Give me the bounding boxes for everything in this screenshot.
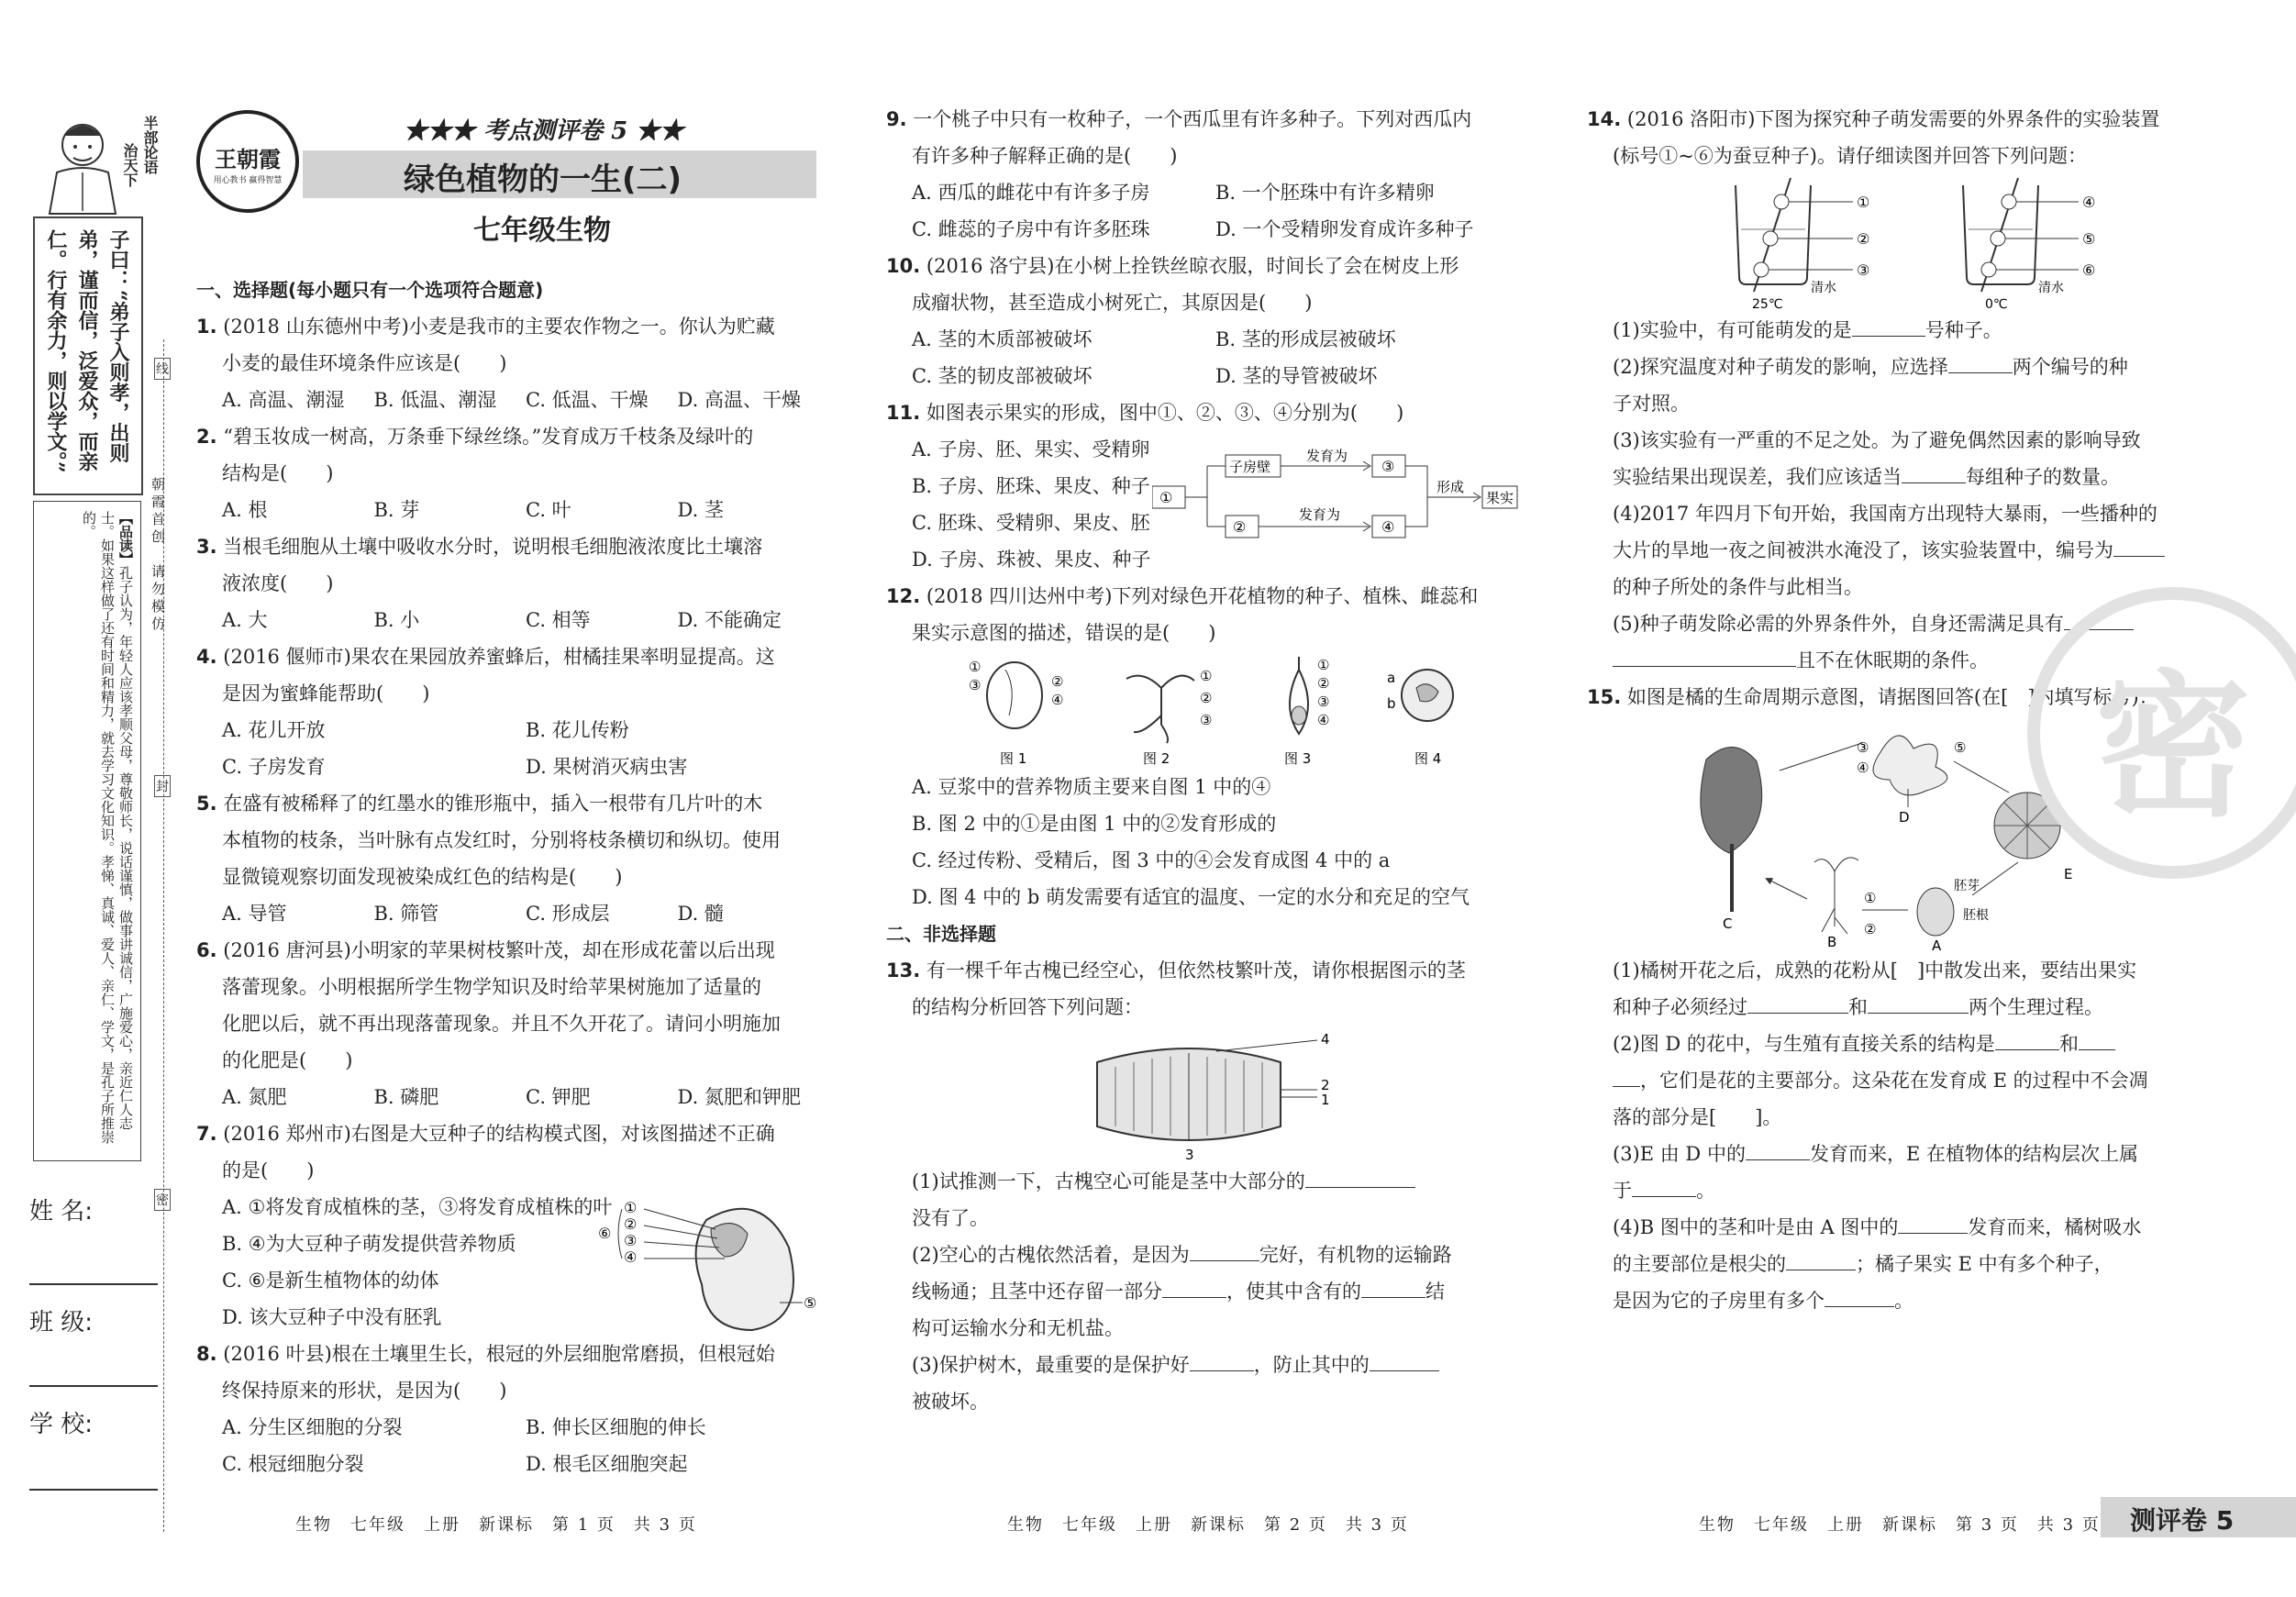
option[interactable]: D. 茎 — [677, 499, 724, 521]
option[interactable]: B. 筛管 — [373, 903, 439, 925]
svg-text:清水: 清水 — [2038, 281, 2064, 295]
caption-fig1: 图 1 — [1000, 750, 1027, 767]
binding-mark-2: 封 — [154, 775, 171, 797]
soybean-seed-figure — [596, 1192, 826, 1339]
reading-text — [80, 511, 135, 1153]
answer-blank[interactable] — [2079, 1029, 2115, 1050]
option[interactable]: D. 子房、珠被、果皮、种子 — [912, 549, 1151, 571]
option[interactable]: C. 相等 — [526, 609, 591, 631]
banner-bottom: 治天下 — [121, 143, 139, 187]
brand-logo — [196, 110, 299, 213]
svg-text:①: ① — [1317, 657, 1330, 673]
node-2: ② — [1233, 518, 1247, 536]
answer-blank[interactable] — [1948, 352, 2013, 373]
answer-blank[interactable] — [1370, 1350, 1439, 1371]
question-4: 4. (2016 偃师市)果农在果园放养蜜蜂后，柑橘挂果率明显提高。这 是因为蜜蜂能帮助( ) A. 花儿开放 B. 花儿传粉 C. 子房发育 D. 果树消灭病虫害 — [196, 638, 829, 785]
banner-top: 半部论语 — [141, 116, 159, 174]
series-label: ★★★ 考点测评卷 5 ★★ — [404, 117, 684, 145]
seed-label-2: ② — [624, 1215, 638, 1233]
option[interactable]: C. 叶 — [526, 499, 571, 521]
answer-blank[interactable] — [1898, 1213, 1968, 1234]
stamp-text: 密 — [2094, 656, 2251, 838]
option[interactable]: B. 图 2 中的①是由图 1 中的②发育形成的 — [912, 813, 1277, 835]
svg-text:C: C — [1723, 915, 1733, 932]
svg-text:D: D — [1899, 809, 1910, 826]
option[interactable]: C. 钾肥 — [526, 1086, 591, 1108]
logo-text: 王朝霞 — [215, 146, 281, 172]
label-develop-1: 发育为 — [1306, 448, 1348, 464]
option[interactable]: B. 芽 — [373, 499, 420, 521]
option[interactable]: D. 髓 — [677, 903, 724, 925]
svg-text:④: ④ — [2082, 194, 2096, 211]
svg-text:④: ④ — [1857, 760, 1869, 776]
answer-blank[interactable] — [1746, 1139, 1810, 1160]
question-3: 3. 当根毛细胞从土壤中吸收水分时，说明根毛细胞液浓度比土壤溶 液浓度( ) A. 大 B. 小 C. 相等 D. 不能确定 — [196, 528, 829, 638]
node-4: ④ — [1381, 518, 1395, 536]
reading-box — [33, 501, 141, 1161]
option[interactable]: A. 西瓜的雌花中有许多子房 — [912, 182, 1150, 204]
svg-text:25℃: 25℃ — [1752, 297, 1783, 312]
seed-label-5: ⑤ — [804, 1294, 817, 1312]
plant-figures — [914, 651, 1537, 769]
germination-beakers-figure — [1587, 174, 2220, 312]
answer-blank[interactable] — [1361, 1277, 1425, 1298]
header — [183, 92, 862, 275]
q13-part3: (3)保护树木，最重要的是保护好 ，防止其中的 — [886, 1347, 1519, 1383]
name-label: 姓 名: — [29, 1198, 94, 1225]
answer-blank[interactable] — [2113, 536, 2165, 557]
svg-text:②: ② — [1200, 690, 1213, 706]
option[interactable]: B. 花儿传粉 — [526, 719, 629, 741]
footer-page-2: 生物 七年级 上册 新课标 第 2 页 共 3 页 — [1007, 1515, 1409, 1535]
question-14: 14. (2016 洛阳市)下图为探究种子萌发需要的外界条件的实验装置 (标号①~⑥为蚕豆种子)。请仔细读图并回答下列问题： ① ② ③ ④ ⑤ ⑥ 清水 清水 25℃ 0℃ (1)实验中，有可能萌发的是 号种子。 (2)探究温度对种子萌发的影响，应选择 两个编号的种 子对照。 (3)该实验有一严重的不足之处。为了避免偶然因素的影响导致 实验结果出现误差，我们应该适当 每组种子的数量。 (4)2017 年四月下旬开始，我国南方出现特大暴雨，一些播种的 大片的旱地一夜之间被洪水淹没了，该实验装置中，编号为 的种子所处的条件与此相当。 (5)种子萌发除必需的外界条件外，自身还需满足具有 且不在休眠期的条件。 — [1587, 101, 2229, 679]
svg-text:①: ① — [1200, 668, 1213, 684]
svg-text:④: ④ — [1051, 692, 1064, 708]
footer-page-1: 生物 七年级 上册 新课标 第 1 页 共 3 页 — [295, 1515, 697, 1535]
option[interactable]: C. 茎的韧皮部被破坏 — [912, 365, 1093, 387]
caption-fig4: 图 4 — [1414, 750, 1442, 767]
svg-text:a: a — [1387, 670, 1396, 686]
answer-blank[interactable] — [1190, 1240, 1259, 1261]
option[interactable]: D. 一个受精卵发育成许多种子 — [1215, 218, 1474, 240]
option[interactable]: C. 形成层 — [526, 903, 610, 925]
class-label: 班 级: — [29, 1309, 94, 1336]
option[interactable]: D. 高温、干燥 — [677, 389, 801, 411]
binding-text: 朝霞首创 请勿模仿 — [150, 477, 166, 634]
question-12: 12. (2018 四川达州中考)下列对绿色开花植物的种子、植株、雌蕊和 果实示意图的描述，错误的是( ) ① ③ ② ④ ① ② ③ ① ② ③ ④ a b 图 1 图 2 图 3 图 4 A. 豆浆中的营养物质主要来自图 1 中的④ B. 图 2 中的①是由图 1 中的②发育形成的 C. 经过传粉、受精后，图 3 中的④会发育成图 4 中的 a D. 图 4 中的 b 萌发需要有适宜的温度、一定的水分和充足的空气 — [886, 578, 1519, 915]
option[interactable]: B. 低温、潮湿 — [373, 389, 497, 411]
svg-text:②: ② — [1051, 673, 1064, 690]
svg-text:⑤: ⑤ — [2082, 230, 2096, 248]
caption-fig2: 图 2 — [1143, 750, 1170, 767]
svg-text:3: 3 — [1185, 1147, 1194, 1163]
option[interactable]: B. ④为大豆种子萌发提供营养物质 — [222, 1233, 516, 1255]
option[interactable]: B. 小 — [373, 609, 420, 631]
option[interactable]: B. 磷肥 — [373, 1086, 439, 1108]
answer-blank[interactable] — [1613, 646, 1796, 667]
svg-text:⑥: ⑥ — [2082, 261, 2096, 279]
binding-mark-3: 密 — [154, 1189, 171, 1211]
school-field[interactable] — [29, 1439, 158, 1491]
answer-blank[interactable] — [1632, 1176, 1696, 1197]
svg-text:③: ③ — [1857, 739, 1869, 756]
svg-text:①: ① — [1864, 890, 1877, 906]
q13-part1: (1)试推测一下，古槐空心可能是茎中大部分的 — [886, 1163, 1519, 1200]
svg-text:②: ② — [1864, 921, 1877, 937]
option[interactable]: A. 子房、胚、果实、受精卵 — [912, 438, 1150, 460]
option[interactable]: A. 高温、潮湿 — [222, 389, 345, 411]
svg-text:③: ③ — [969, 677, 982, 693]
school-label: 学 校: — [29, 1411, 94, 1438]
svg-text:B: B — [1827, 934, 1837, 950]
student-info — [29, 1192, 158, 1491]
option[interactable]: B. 一个胚珠中有许多精卵 — [1215, 182, 1435, 204]
seed-label-3: ③ — [624, 1232, 638, 1249]
option[interactable]: A. 氮肥 — [222, 1086, 287, 1108]
answer-blank[interactable] — [1786, 1249, 1856, 1270]
svg-text:④: ④ — [1317, 712, 1330, 728]
option[interactable]: B. 子房、胚珠、果皮、种子 — [912, 475, 1150, 497]
node-ovary-wall: 子房壁 — [1229, 459, 1271, 475]
stem-structure-figure — [886, 1026, 1510, 1163]
footer-page-3: 生物 七年级 上册 新课标 第 3 页 共 3 页 — [1699, 1515, 2101, 1535]
binding-mark-1: 线 — [154, 358, 171, 380]
question-9: 9. 一个桃子中只有一枚种子，一个西瓜里有许多种子。下列对西瓜内 有许多种子解释正确的是( ) A. 西瓜的雌花中有许多子房 B. 一个胚珠中有许多精卵 C. 雌蕊的子房中有许多胚珠 D. 一个受精卵发育成许多种子 — [886, 101, 1519, 248]
option[interactable]: A. 分生区细胞的分裂 — [222, 1416, 403, 1438]
answer-blank[interactable] — [1305, 1167, 1415, 1188]
answer-blank[interactable] — [1902, 462, 1966, 483]
quote-box — [33, 216, 143, 495]
option[interactable]: C. 根冠细胞分裂 — [222, 1453, 364, 1475]
svg-text:A: A — [1932, 937, 1942, 952]
footer-badge: 测评卷 5 — [2101, 1497, 2296, 1537]
answer-blank[interactable] — [1868, 993, 1969, 1014]
question-8: 8. (2016 叶县)根在土壤里生长，根冠的外层细胞常磨损，但根冠始 终保持原来的形状，是因为( ) A. 分生区细胞的分裂 B. 伸长区细胞的伸长 C. 根冠细胞分裂 D. 根毛区细胞突起 — [196, 1336, 829, 1482]
option[interactable]: A. 导管 — [222, 903, 287, 925]
svg-text:③: ③ — [1200, 712, 1213, 728]
option[interactable]: D. 茎的导管被破坏 — [1215, 365, 1378, 387]
svg-text:⑤: ⑤ — [1954, 739, 1967, 756]
option[interactable]: B. 茎的形成层被破坏 — [1215, 328, 1396, 350]
question-2: 2. “碧玉妆成一树高，万条垂下绿丝绦。”发育成万千枝条及绿叶的 结构是( ) A. 根 B. 芽 C. 叶 D. 茎 — [196, 418, 829, 528]
node-3: ③ — [1381, 458, 1395, 475]
label-form: 形成 — [1436, 479, 1465, 495]
reading-label: 【品读】 — [117, 511, 134, 566]
option[interactable]: C. 低温、干燥 — [526, 389, 649, 411]
svg-text:①: ① — [969, 659, 982, 675]
option[interactable]: C. 经过传粉、受精后，图 3 中的④会发育成图 4 中的 a — [912, 849, 1391, 871]
q13-part2: (2)空心的古槐依然活着，是因为 完好，有机物的运输路 — [886, 1237, 1519, 1273]
name-field[interactable] — [29, 1226, 158, 1285]
seed-label-4: ④ — [624, 1248, 638, 1266]
section-nonchoice: 二、非选择题 — [886, 923, 996, 945]
question-11: 11. 如图表示果实的形成，图中①、②、③、④分别为( ) A. 子房、胚、果实、受精卵 B. 子房、胚珠、果皮、种子 C. 胚珠、受精卵、果皮、胚 D. 子房、珠被、果皮、种子 ① 子房壁 ② ③ ④ 果实 发育为 发育为 形成 — [886, 394, 1519, 578]
svg-text:1: 1 — [1321, 1092, 1330, 1108]
option[interactable]: A. 根 — [222, 499, 268, 521]
answer-blank[interactable] — [1162, 1277, 1226, 1298]
quote-text: 子曰：“弟子入则孝，出则弟，谨而信，泛爱众，而亲仁。行有余力，则以学文。” — [44, 229, 130, 473]
option[interactable]: D. 氮肥和钾肥 — [677, 1086, 801, 1108]
class-field[interactable] — [29, 1337, 158, 1387]
svg-text:②: ② — [1857, 230, 1870, 248]
question-5: 5. 在盛有被稀释了的红墨水的锥形瓶中，插入一根带有几片叶的木 本植物的枝条，当叶脉有点发红时，分别将枝条横切和纵切。使用 显微镜观察切面发现被染成红色的结构是( ) A. 导管 B. 筛管 C. 形成层 D. 髓 — [196, 785, 829, 932]
option[interactable]: C. 子房发育 — [222, 756, 326, 778]
question-15: 15. 如图是橘的生命周期示意图，请据图回答(在[ ]内填写标号)： C D E A B ③ ④ ⑤ ① ② 胚芽 胚根 (1)橘树开花之后，成熟的花粉从[ ]中散发出来，要结出果实 和种子必须经过 和 两个生理过程。 (2)图 D 的花中，与生殖有直接关系的结构是 和 ，它们是花的主要部分。这朵花在发育成 E 的过程中不会凋 落的部分是[ ]。 (3)E 由 D 中的 发育而来，E 在植物体的结构层次上属 于 。 (4)B 图中的茎和叶是由 A 图中的 发育而来，橘树吸水 的主要部位是根尖的 ；橘子果实 E 中有多个种子， 是因为它的子房里有多个 。 — [1587, 679, 2229, 1319]
logo-small: 用心教书 赢得智慧 — [213, 176, 283, 185]
svg-text:③: ③ — [1857, 261, 1870, 279]
svg-text:②: ② — [1317, 675, 1330, 692]
question-13: 13. 有一棵千年古槐已经空心，但依然枝繁叶茂，请你根据图示的茎 的结构分析回答下列问题： 4 2 1 3 (1)试推测一下，古槐空心可能是茎中大部分的 没有了。 (2)空心的古槐依然活着，是因为 完好，有机物的运输路 线畅通；且茎中还存留一部分 ，使其中含有的 结 构可运输水分和无机盐。 (3)保护树木，最重要的是保护好 ，防止其中的 被破坏。 — [886, 952, 1519, 1420]
svg-text:胚芽: 胚芽 — [1954, 879, 1980, 893]
page-subtitle: 七年级生物 — [473, 215, 611, 247]
reading-body: 孔子认为，年轻人应该孝顺父母，尊敬师长，说话谨慎，做事讲诚信，广施爱心，亲近仁人志士。如果这样做了还有时间和精力，就去学习文化知识。孝悌、真诚、爱人、亲仁、学文，是孔子所推崇的。 — [81, 511, 134, 1144]
section-choice: 一、选择题(每小题只有一个选项符合题意) — [196, 279, 544, 301]
answer-blank[interactable] — [1852, 316, 1925, 337]
svg-text:胚根: 胚根 — [1963, 908, 1989, 923]
answer-blank[interactable] — [1747, 993, 1848, 1014]
column-2 — [886, 101, 1519, 1420]
svg-text:b: b — [1387, 695, 1396, 712]
option[interactable]: D. 图 4 中的 b 萌发需要有适宜的温度、一定的水分和充足的空气 — [912, 886, 1470, 908]
option[interactable]: D. 该大豆种子中没有胚乳 — [222, 1306, 442, 1328]
seed-label-6: ⑥ — [598, 1225, 612, 1242]
svg-text:4: 4 — [1321, 1031, 1330, 1048]
option[interactable]: C. 胚珠、受精卵、果皮、胚 — [912, 512, 1150, 534]
svg-text:0℃: 0℃ — [1985, 297, 2008, 312]
option[interactable]: D. 果树消灭病虫害 — [526, 756, 688, 778]
caption-fig3: 图 3 — [1284, 750, 1312, 767]
option[interactable]: A. ①将发育成植株的茎，③将发育成植株的叶 — [222, 1196, 613, 1218]
answer-blank[interactable] — [1613, 1066, 1640, 1087]
fruit-formation-diagram — [1152, 446, 1519, 547]
answer-blank[interactable] — [1825, 1286, 1894, 1307]
svg-text:①: ① — [1857, 194, 1870, 211]
answer-blank[interactable] — [1190, 1350, 1254, 1371]
option[interactable]: A. 豆浆中的营养物质主要来自图 1 中的④ — [912, 776, 1271, 798]
option[interactable]: A. 大 — [222, 609, 268, 631]
node-1: ① — [1159, 489, 1173, 506]
question-6: 6. (2016 唐河县)小明家的苹果树枝繁叶茂，却在形成花蕾以后出现 落蕾现象。小明根据所学生物学知识及时给苹果树施加了适量的 化肥以后，就不再出现落蕾现象。并且不久开花了。请问小明施加 的化肥是( ) A. 氮肥 B. 磷肥 C. 钾肥 D. 氮肥和钾肥 — [196, 932, 829, 1115]
page-title: 绿色植物的一生(二) — [404, 161, 682, 198]
question-10: 10. (2016 洛宁县)在小树上拴铁丝晾衣服，时间长了会在树皮上形 成瘤状物，甚至造成小树死亡，其原因是( ) A. 茎的木质部被破坏 B. 茎的形成层被破坏 C. 茎的韧皮部被破坏 D. 茎的导管被破坏 — [886, 248, 1519, 394]
option[interactable]: D. 不能确定 — [677, 609, 782, 631]
option[interactable]: C. 雌蕊的子房中有许多胚珠 — [912, 218, 1150, 240]
option[interactable]: D. 根毛区细胞突起 — [526, 1453, 688, 1475]
option[interactable]: C. ⑥是新生植物体的幼体 — [222, 1270, 439, 1292]
option[interactable]: A. 茎的木质部被破坏 — [912, 328, 1093, 350]
option[interactable]: B. 伸长区细胞的伸长 — [526, 1416, 706, 1438]
left-sidebar — [28, 108, 165, 1209]
question-7: 7. (2016 郑州市)右图是大豆种子的结构模式图，对该图描述不正确 的是( ) A. ①将发育成植株的茎，③将发育成植株的叶 B. ④为大豆种子萌发提供营养物质 C. ⑥是新生植物体的幼体 D. 该大豆种子中没有胚乳 ① ② ③ ④ ⑤ ⑥ — [196, 1115, 829, 1336]
node-fruit: 果实 — [1486, 490, 1514, 506]
answer-blank[interactable] — [1995, 1029, 2059, 1050]
label-develop-2: 发育为 — [1299, 506, 1341, 523]
option[interactable]: A. 花儿开放 — [222, 719, 326, 741]
svg-text:清水: 清水 — [1811, 281, 1836, 295]
question-1: 1. (2018 山东德州中考)小麦是我市的主要农作物之一。你认为贮藏 小麦的最佳环境条件应该是( ) A. 高温、潮湿 B. 低温、潮湿 C. 低温、干燥 D. 高温、干燥 — [196, 308, 829, 418]
svg-text:2: 2 — [1321, 1077, 1330, 1093]
svg-text:E: E — [2064, 866, 2073, 882]
svg-text:③: ③ — [1317, 693, 1330, 710]
seed-label-1: ① — [624, 1199, 638, 1216]
column-1 — [196, 272, 829, 1482]
